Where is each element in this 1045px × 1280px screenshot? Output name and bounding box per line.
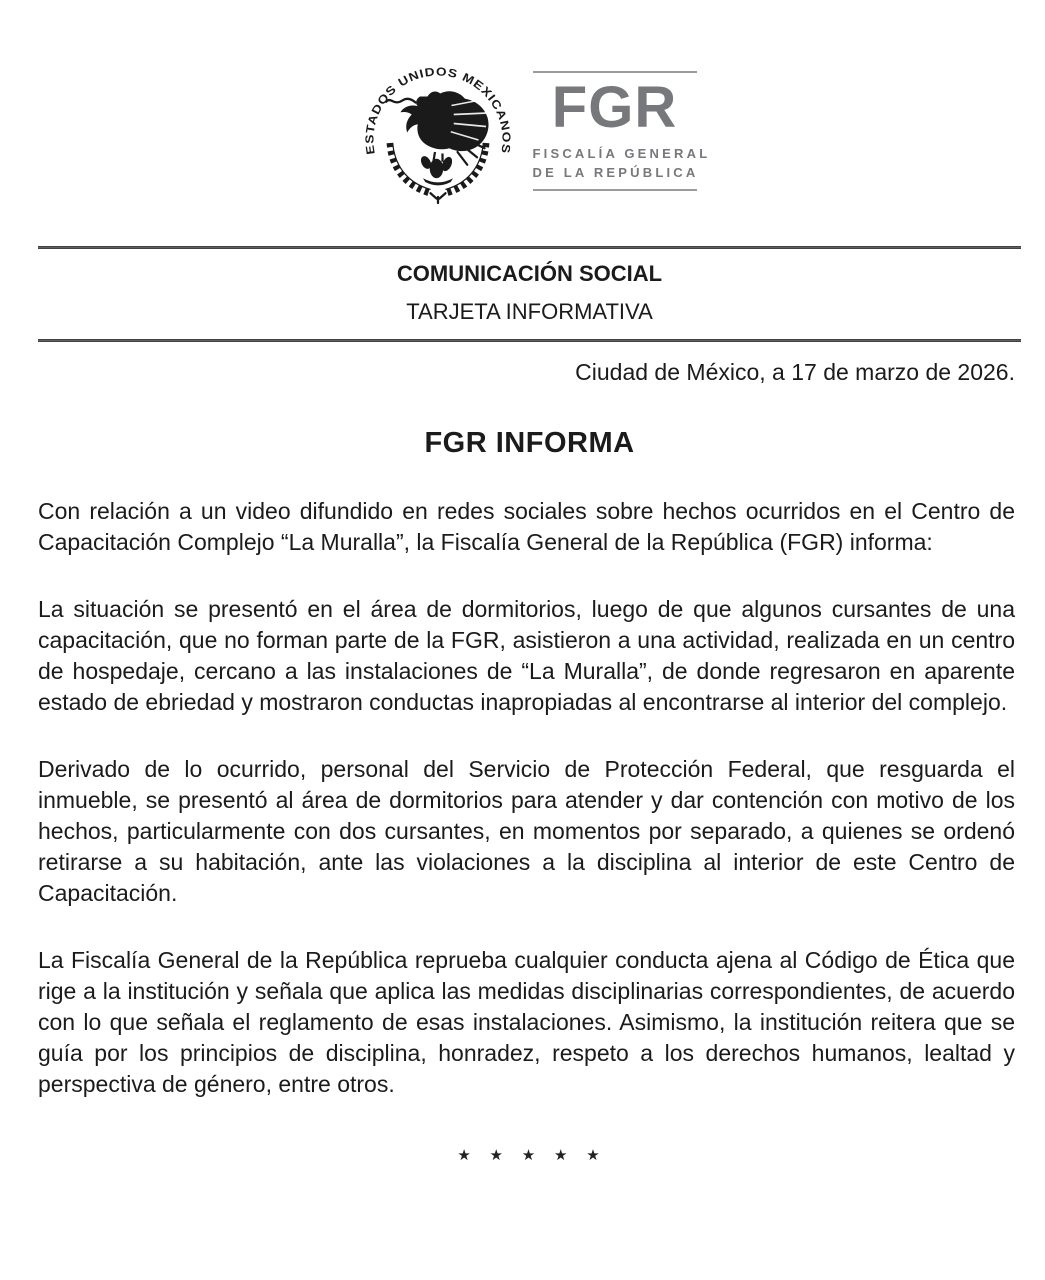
doc-type-heading: TARJETA INFORMATIVA (406, 299, 653, 324)
mexican-national-seal-icon (363, 56, 513, 206)
dateline: Ciudad de México, a 17 de marzo de 2026. (575, 359, 1015, 385)
document-body (38, 496, 1015, 1100)
fgr-logo (532, 71, 711, 192)
footer-stars: ★ ★ ★ ★ ★ (457, 1146, 602, 1164)
cactus-glyph (418, 154, 453, 185)
body-paragraph: La situación se presentó en el área de dormitorios, luego de que algunos cursantes de una capacitación, que no forman parte de la FGR, asistieron a una actividad, realizada en un centro de hospedaje, cercano a las instalaciones de “La Muralla”, de donde regresaron en aparente estado de ebriedad y mostraron conductas inapropiadas al encontrarse al interior del complejo. (38, 596, 1015, 715)
fgr-logo-rule-bottom (533, 189, 697, 191)
body-paragraph: Derivado de lo ocurrido, personal del Servicio de Protección Federal, que resguarda el inmueble, se presentó al área de dormitorios para atender y dar contención con motivo de los hechos, particularmente con dos cursantes, en momentos por separado, a quienes se ordenó retirarse a su habitación, ante las violaciones a la disciplina al interior de este Centro de Capacitación. (38, 756, 1015, 906)
fgr-wordmark-line1: FISCALÍA GENERAL (532, 145, 711, 161)
header-rule-top (38, 246, 1021, 249)
logo-header (38, 56, 1021, 206)
fgr-acronym: FGR (551, 74, 678, 140)
body-paragraph: Con relación a un video difundido en redes sociales sobre hechos ocurridos en el Centro de Capacitación Complejo “La Muralla”, la Fiscalía General de la República (FGR) informa: (38, 498, 1015, 555)
fgr-wordmark-line2: DE LA REPÚBLICA (532, 164, 699, 180)
fgr-logo-rule-top (533, 71, 697, 73)
department-heading: COMUNICACIÓN SOCIAL (396, 261, 663, 286)
seal-circular-text: ESTADOS UNIDOS MEXICANOS (362, 65, 513, 156)
header-rule-bottom (38, 339, 1021, 342)
eagle-glyph (386, 91, 488, 165)
body-paragraph: La Fiscalía General de la República reprueba cualquier conducta ajena al Código de Ética que rige a la institución y señala que aplica las medidas disciplinarias correspondientes, de acuerdo con lo que señala el reglamento de esas instalaciones. Asimismo, la institución reitera que se guía por los principios de disciplina, honradez, respeto a los derechos humanos, lealtad y perspectiva de género, entre otros. (38, 947, 1015, 1097)
document-title: FGR INFORMA (424, 427, 635, 459)
